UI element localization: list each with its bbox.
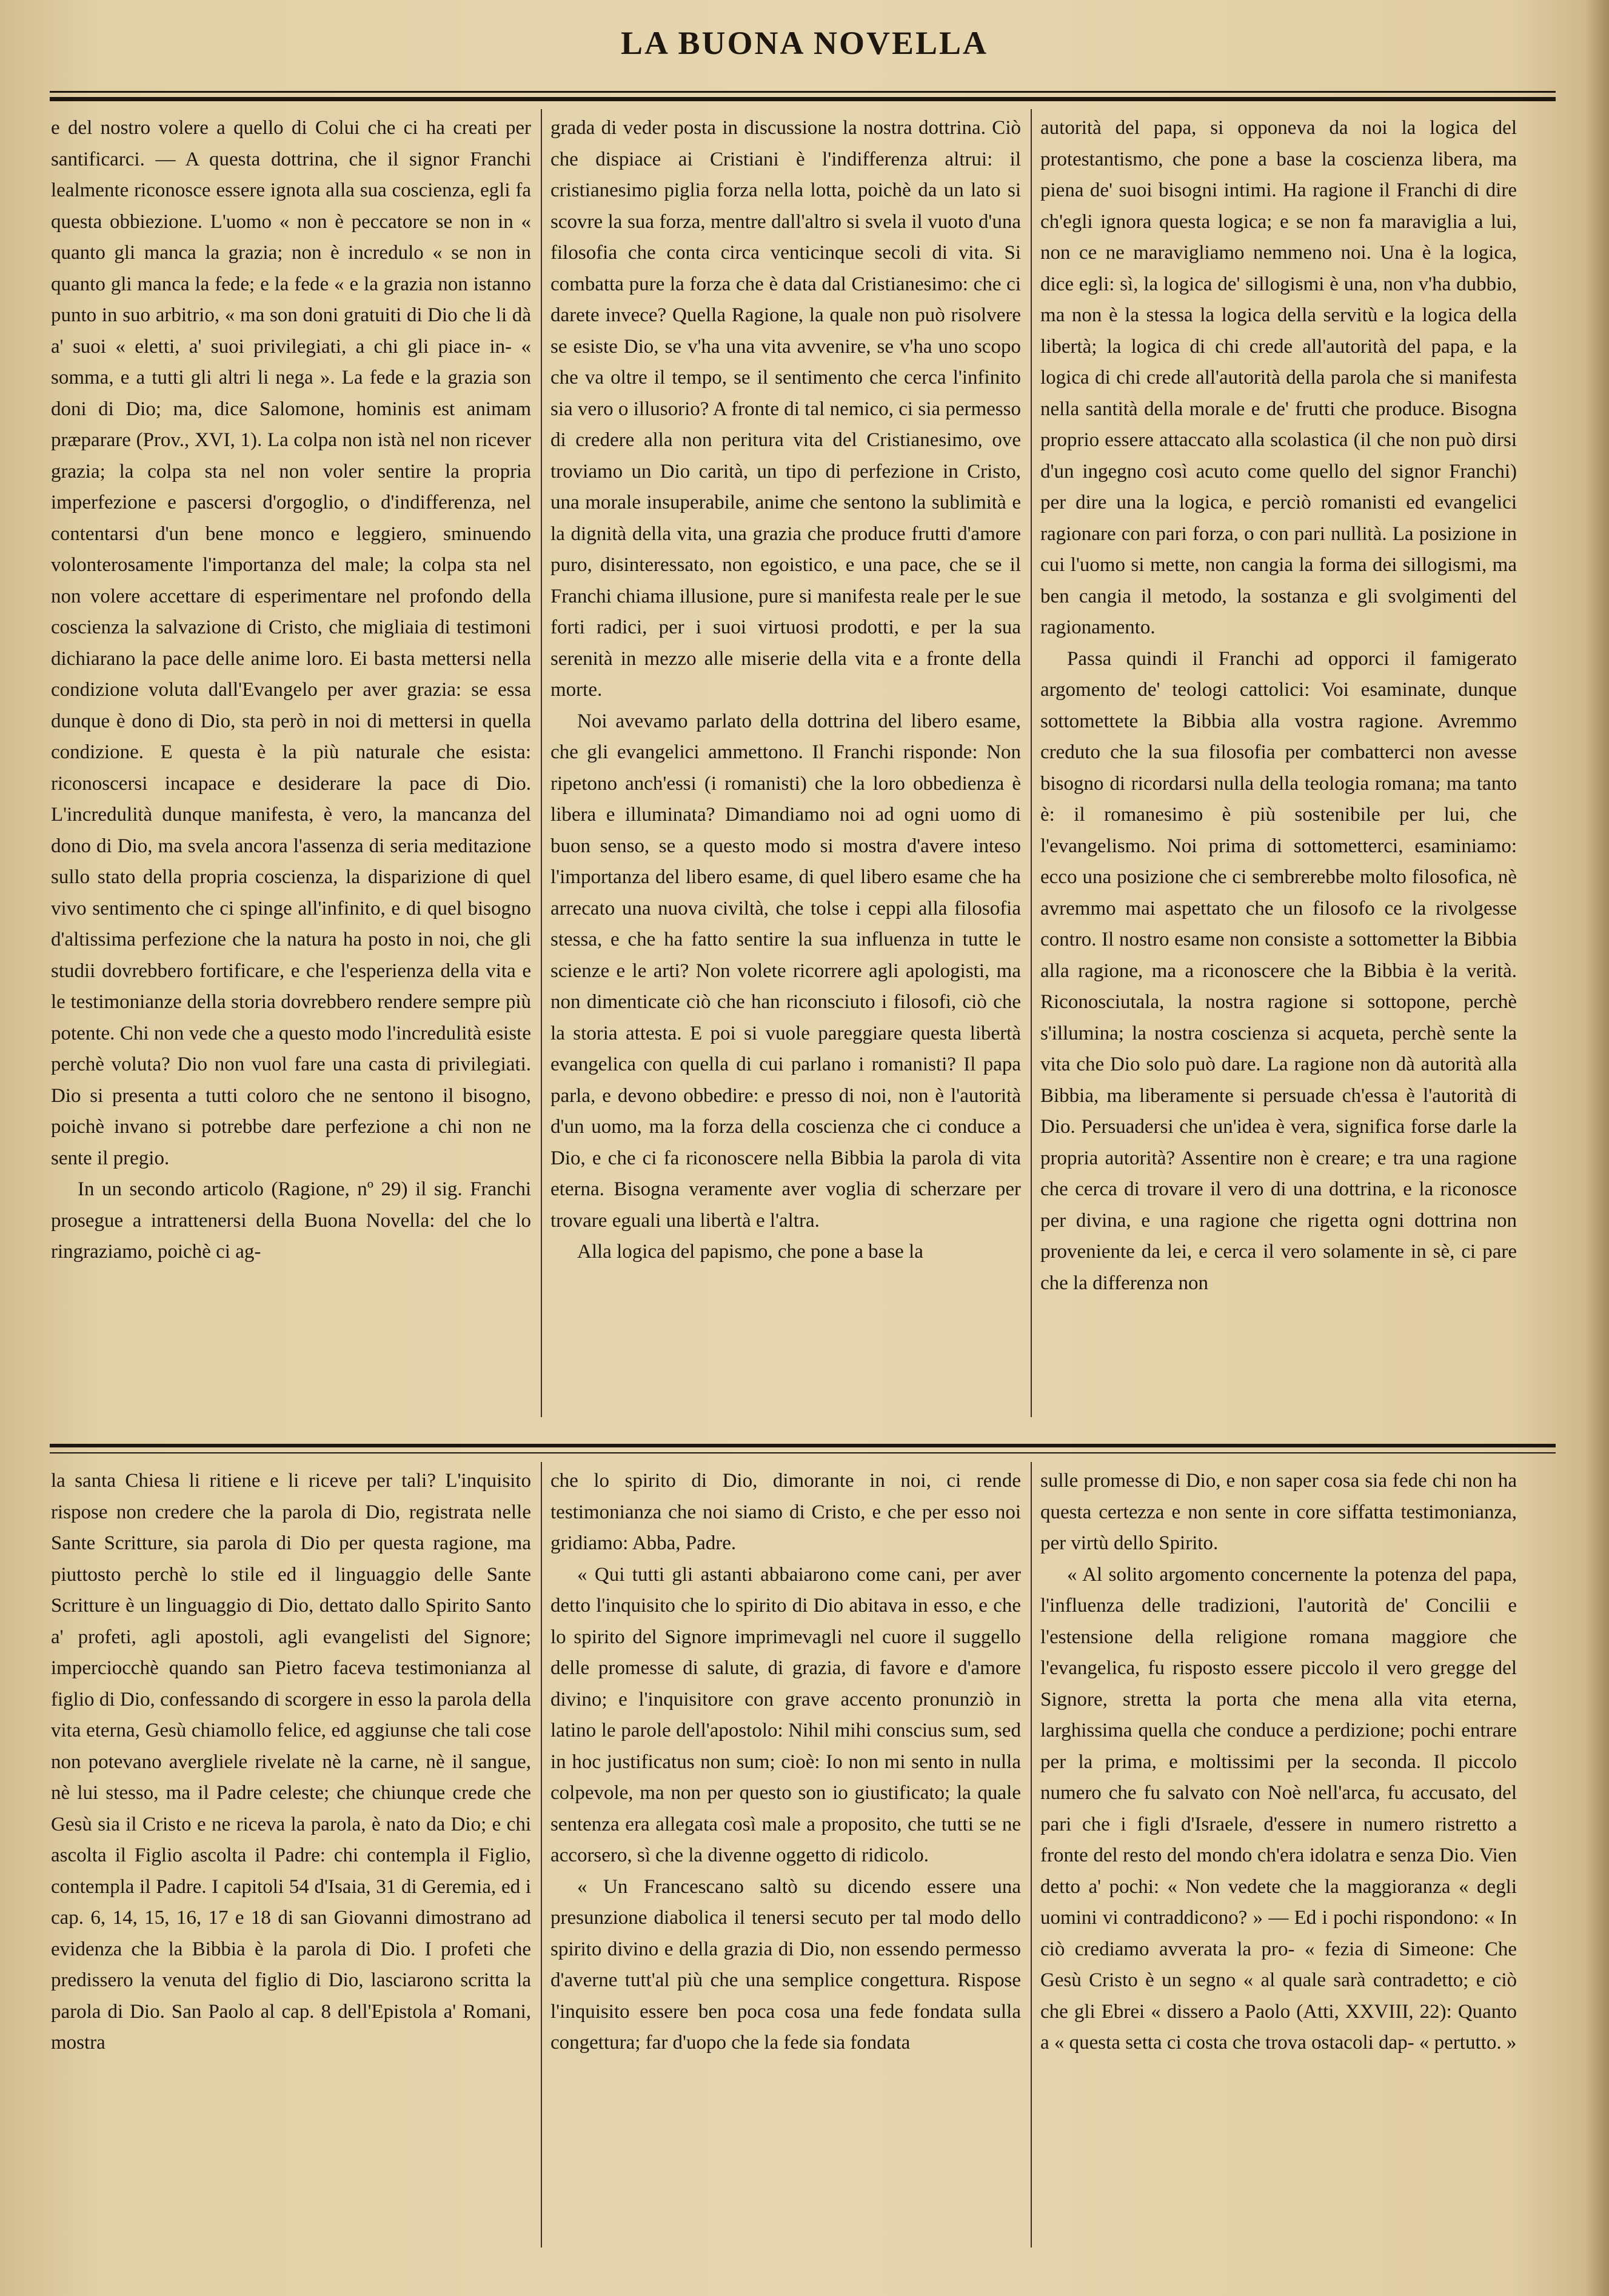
masthead-title: LA BUONA NOVELLA [620, 25, 989, 61]
section-rule-thick [50, 1444, 1556, 1447]
header-rule-thin [50, 91, 1556, 93]
section-rule-thin [50, 1452, 1556, 1453]
bottom-col2-para-2: « Qui tutti gli astanti abbaiarono come cani, per aver detto l'inquisito che lo spirito di Dio abitava in esso, e che lo spirito del Signore imprimevagli nel cuore il suggello delle promesse di salute, di grazia, di favore e d'amore divino; e l'inquisitore con grave accento pronunziò in latino le parole dell'apostolo: Nihil mihi conscius sum, sed in hoc justificatus non sum; cioè: Io non mi sento in nulla colpevole, ma non per questo son io giustificato; la quale sentenza era allegata così male a proposito, che tutti se ne accorsero, sì che la divenne oggetto di ridicolo. [550, 1563, 1021, 1866]
bottom-col2-para-1: che lo spirito di Dio, dimorante in noi, ci rende testimonianza che noi siamo di Cristo, e che per esso noi gridiamo: Abba, Padre. [550, 1470, 1021, 1554]
top-column-divider-2 [1031, 109, 1032, 1417]
bottom-col3-para-2: « Al solito argomento concernente la potenza del papa, l'influenza delle tradizioni, l'autorità de' Concilii e l'estensione della religione romana maggiore che l'evangelica, fu risposto essere piccolo il vero gregge del Signore, stretta la porta che mena alla vita eterna, larghissima quella che conduce a perdizione; pochi entrare per la prima, e moltissimi per la seconda. Il piccolo numero che fu salvato con Noè nell'arca, fu accusato, del pari che i figli d'Israele, d'essere in numero ristretto a fronte del resto del mondo ch'era idolatra e senza Dio. Vien detto a' pochi: « Non vedete che la maggioranza « degli uomini vi contraddicono? » — Ed i pochi rispondono: « In ciò crediamo avverata la pro- « fezia di Simeone: Che Gesù Cristo è un segno « al quale sarà contradetto; e ciò che gli Ebrei « dissero a Paolo (Atti, XXVIII, 22): Quanto a « questa setta ci costa che trova ostacoli dap- « pertutto. » [1040, 1563, 1517, 2054]
top-column-1 [51, 113, 531, 1416]
bottom-col1-para-1: la santa Chiesa li ritiene e li riceve per tali? L'inquisito rispose non credere che la parola di Dio, registrata nelle Sante Scritture, sia parola di Dio per questa ragione, ma piuttosto perchè lo stile ed il linguaggio delle Sante Scritture è un linguaggio di Dio, dettato dallo Spirito Santo a' profeti, agli apostoli, agli evangelisti del Signore; imperciocchè quando san Pietro faceva testimonianza al figlio di Dio, confessando di scorgere in esso la parola della vita eterna, Gesù chiamollo felice, ed aggiunse che tali cose non potevano avergliele rivelate nè la carne, nè il sangue, nè lui stesso, ma il Padre celeste; che chiunque crede che Gesù sia il Cristo e ne riceva la parola, è nato da Dio; e chi ascolta il Figlio ascolta il Padre: chi contempla il Figlio, contempla il Padre. I capitoli 54 d'Isaia, 31 di Geremia, ed i cap. 6, 14, 15, 16, 17 e 18 di san Giovanni dimostrano ad evidenza che la Bibbia è la parola di Dio. I profeti che predissero la venuta del figlio di Dio, lasciarono scritta la parola di Dio. San Paolo al cap. 8 dell'Epistola a' Romani, mostra [51, 1470, 531, 2054]
top-column-2 [550, 113, 1021, 1416]
top-col2-para-1: grada di veder posta in discussione la nostra dottrina. Ciò che dispiace ai Cristiani è l'indifferenza altrui: il cristianesimo piglia forza nella lotta, poichè da un lato si scovre la sua forza, mentre dall'altro si svela il vuoto d'una filosofia che conta circa venticinque secoli di vita. Si combatta pure la forza che è data dal Cristianesimo: che ci darete invece? Quella Ragione, la quale non può risolvere se esiste Dio, se v'ha una vita avvenire, se v'ha uno scopo che va oltre il tempo, se il sentimento che cerca l'infinito sia vero o illusorio? A fronte di tal nemico, ci sia permesso di credere alla non peritura vita del Cristianesimo, ove troviamo un Dio carità, un tipo di perfezione in Cristo, una morale insuperabile, anime che sentono la sublimità e la dignità della vita, una grazia che produce frutti d'amore puro, disinteressato, non egoistico, e una pace, che se il Franchi chiama illusione, pure si manifesta reale per le sue forti radici, per i suoi virtuosi prodotti, e per la sua serenità in mezzo alle miserie della vita e a fronte della morte. [550, 117, 1021, 701]
top-col1-para-1: e del nostro volere a quello di Colui che ci ha creati per santificarci. — A questa dottrina, che il signor Franchi lealmente riconosce essere ignota alla sua coscienza, egli fa questa obbiezione. L'uomo « non è peccatore se non in « quanto gli manca la grazia; non è incredulo « se non in quanto gli manca la fede; e la fede « e la grazia non istanno punto in suo arbitrio, « ma son doni gratuiti di Dio che li dà a' suoi « eletti, a' suoi privilegiati, a chi gli piace in- « somma, e a tutti gli altri li nega ». La fede e la grazia son doni di Dio; ma, dice Salomone, hominis est animam præparare (Prov., XVI, 1). La colpa non istà nel non ricever grazia; la colpa sta nel non voler sentire la propria imperfezione e pascersi d'orgoglio, o d'indifferenza, nel contentarsi d'un bene monco e leggiero, sminuendo volonterosamente l'importanza del male; la colpa sta nel non volere accettare di esperimentare nel profondo della coscienza la salvazione di Cristo, che migliaia di testimoni dichiarano la pace delle anime loro. Ei basta mettersi nella condizione voluta dall'Evangelo per aver grazia: se essa dunque è dono di Dio, sta però in noi di mettersi in quella condizione. E questa è la più naturale che esista: riconoscersi incapace e desiderare la pace di Dio. L'incredulità dunque manifesta, è vero, la mancanza del dono di Dio, ma svela ancora l'assenza di seria meditazione sullo stato della propria coscienza, la disparizione di quel vivo sentimento che ci spinge all'infinito, e di quel bisogno d'altissima perfezione che la natura ha posto in noi, che gli studii dovrebbero fortificare, e che l'esperienza della vita e le testimonianze della storia dovrebbero rendere sempre più potente. Chi non vede che a questo modo l'incredulità esiste perchè voluta? Dio non vuol fare una casta di privilegiati. Dio si presenta a tutti coloro che ne sentono il bisogno, poichè invano si potrebbe dare perfezione a chi non ne sente il pregio. [51, 117, 531, 1169]
top-column-3 [1040, 113, 1517, 1416]
header-rule-thick [50, 97, 1556, 101]
page-edge-shadow [1585, 0, 1609, 2296]
top-column-divider-1 [541, 109, 542, 1417]
top-col1-para-2: In un secondo articolo (Ragione, nº 29) il sig. Franchi prosegue a intrattenersi della Buona Novella: del che lo ringraziamo, poichè ci ag- [51, 1178, 531, 1263]
top-col2-para-3: Alla logica del papismo, che pone a base la [577, 1241, 923, 1263]
bottom-column-1 [51, 1466, 531, 2248]
bottom-column-3 [1040, 1466, 1517, 2248]
bottom-column-divider-1 [541, 1462, 542, 2248]
top-col2-para-2: Noi avevamo parlato della dottrina del libero esame, che gli evangelici ammettono. Il Franchi risponde: Non ripetono anch'essi (i romanisti) che la loro obbedienza è libera e illuminata? Dimandiamo noi ad ogni uomo di buon senso, se a questo modo si mostra d'avere inteso l'importanza del libero esame, di quel libero esame che ha arrecato una nuova civiltà, che tolse i ceppi alla filosofia stessa, e che ha fatto sentire la sua influenza in tutte le scienze e le arti? Non volete ricorrere agli apologisti, ma non dimenticate ciò che han riconsciuto i filosofi, ciò che la storia attesta. E poi si vuole pareggiare questa libertà evangelica con quella di cui parlano i romanisti? Il papa parla, e devono obbedire: e presso di noi, non è l'autorità d'un uomo, ma la forza della coscienza che ci conduce a Dio, e che ci fa riconoscere nella Bibbia la parola di vita eterna. Bisogna veramente aver voglia di scherzare per trovare eguali una libertà e l'altra. [550, 710, 1021, 1232]
top-col3-para-1: autorità del papa, si opponeva da noi la logica del protestantismo, che pone a base la coscienza libera, ma piena de' suoi bisogni intimi. Ha ragione il Franchi di dire ch'egli ignora questa logica; e se non fa maraviglia a lui, non ce ne maravigliamo nemmeno noi. Una è la logica, dice egli: sì, la logica de' sillogismi è una, non v'ha dubbio, ma non è la stessa la logica della servitù e la logica della libertà; la logica di chi crede all'autorità del papa, e la logica di chi crede all'autorità della parola che si manifesta nella santità della morale e de' frutti che produce. Bisogna proprio essere attaccato alla scolastica (il che non può dirsi d'un ingegno così acuto come quello del signor Franchi) per dire una la logica, e perciò romanisti ed evangelici ragionare con pari forza, o con pari nullità. La posizione in cui l'uomo si mette, non cangia la forma dei sillogismi, ma ben cangia il metodo, la sostanza e gli svolgimenti del ragionamento. [1040, 117, 1517, 638]
bottom-column-2 [550, 1466, 1021, 2248]
bottom-col3-para-1: sulle promesse di Dio, e non saper cosa sia fede chi non ha questa certezza e non sente in core siffatta testimonianza, per virtù dello Spirito. [1040, 1470, 1517, 1554]
top-col3-para-2: Passa quindi il Franchi ad opporci il famigerato argomento de' teologi cattolici: Voi esaminate, dunque sottomettete la Bibbia alla vostra ragione. Avremmo creduto che la sua filosofia per combatterci non avesse bisogno di ricordarsi nulla della teologia romana; ma tanto è: il romanesimo è più sostenibile per lui, che l'evangelismo. Noi prima di sottometterci, esaminiamo: ecco una posizione che ci sembrerebbe molto filosofica, nè avremmo mai aspettato che un filosofo ce la rivolgesse contro. Il nostro esame non consiste a sottometter la Bibbia alla ragione, ma a riconoscere che la Bibbia è la verità. Riconosciutala, la nostra ragione si sottopone, perchè s'illumina; la nostra coscienza si acqueta, perchè sente la vita che Dio solo può dare. La ragione non dà autorità alla Bibbia, ma liberamente si persuade ch'essa è l'autorità di Dio. Persuadersi che un'idea è vera, significa forse darle la propria autorità? Assentire non è creare; e tra una ragione che cerca di trovare il vero di una dottrina, e la riconosce per divina, e una ragione che rigetta ogni dottrina non proveniente da lei, e cerca il vero solamente in sè, ci pare che la differenza non [1040, 647, 1517, 1294]
bottom-column-divider-2 [1031, 1462, 1032, 2248]
bottom-col2-para-3: « Un Francescano saltò su dicendo essere una presunzione diabolica il tenersi secuto per tal modo dello spirito divino e della grazia di Dio, non essendo permesso d'averne tutt'al più che una semplice congettura. Rispose l'inquisito essere ben poca cosa una fede fondata sulla congettura; far d'uopo che la fede sia fondata [550, 1875, 1021, 2054]
